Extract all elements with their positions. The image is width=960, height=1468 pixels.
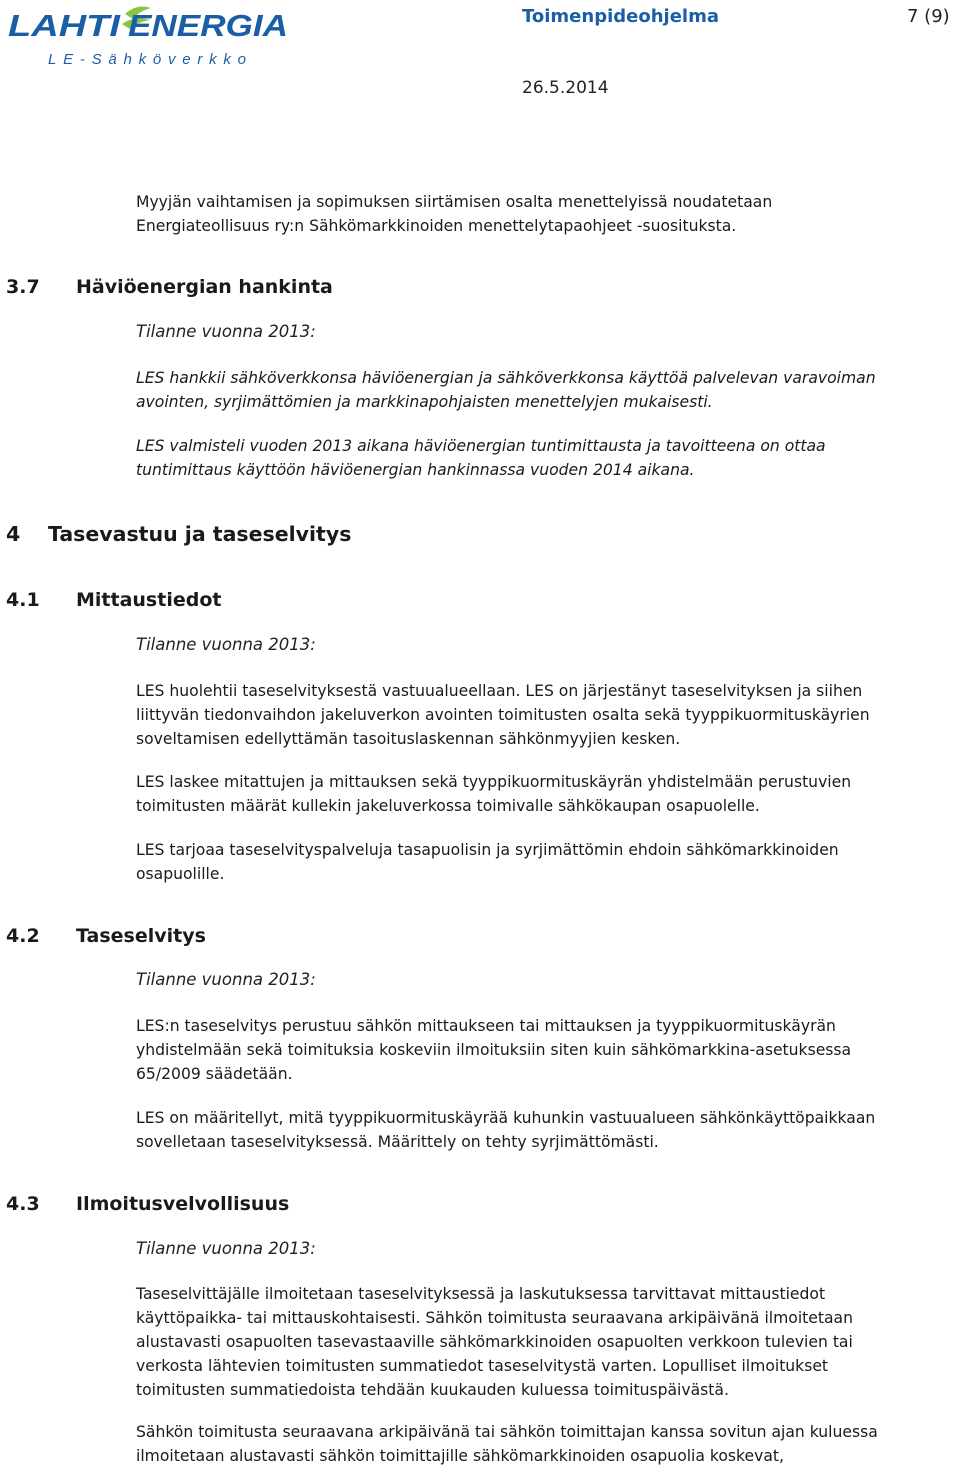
status-label: Tilanne vuonna 2013: — [136, 970, 316, 989]
section-4-2-number: 4.2 — [6, 925, 40, 947]
text-line: LES laskee mitattujen ja mittauksen sekä tyyppikuormituskäyrän yhdistelmään perustuvien — [136, 773, 852, 791]
section-4-1-paragraph-2 — [136, 770, 851, 818]
section-3-7-number: 3.7 — [6, 276, 40, 298]
intro-paragraph — [136, 190, 772, 238]
section-3-7-paragraph-1 — [136, 366, 876, 414]
text-line: 65/2009 säädetään. — [136, 1065, 293, 1083]
text-line: Taseselvittäjälle ilmoitetaan taseselvityksessä ja laskutuksessa tarvittavat mittaustiedot — [136, 1285, 826, 1303]
document-title: Toimenpideohjelma — [522, 6, 719, 27]
text-line: soveltamisen edellyttämän tasoituslaskennan sähkönmyyjien kesken. — [136, 730, 681, 748]
section-4-1-paragraph-1 — [136, 679, 870, 751]
text-line: liittyvän tiedonvaihdon jakeluverkon avointen toimitusten osalta sekä tyyppikuormituskäyrien — [136, 706, 870, 724]
section-4-3-paragraph-1 — [136, 1282, 853, 1402]
lahti-energia-logo — [4, 2, 304, 74]
section-4-number: 4 — [6, 522, 21, 546]
svg-text:LAHTI: LAHTI — [8, 8, 122, 43]
section-3-7-paragraph-2 — [136, 434, 826, 482]
status-label: Tilanne vuonna 2013: — [136, 1239, 316, 1258]
text-line: avointen, syrjimättömien ja markkinapohjaisten menettelyjen mukaisesti. — [136, 393, 713, 411]
text-line: LES:n taseselvitys perustuu sähkön mittaukseen tai mittauksen ja tyyppikuormituskäyrän — [136, 1017, 836, 1035]
section-4-1-heading: Mittaustiedot — [76, 589, 222, 611]
text-line: Sähkön toimitusta seuraavana arkipäivänä tai sähkön toimittajan kanssa sovitun ajan kuluessa — [136, 1423, 878, 1441]
section-4-3-number: 4.3 — [6, 1193, 40, 1215]
text-line: sovelletaan taseselvityksessä. Määrittely on tehty syrjimättömästi. — [136, 1133, 659, 1151]
text-line: käyttöpaikka- tai mittauskohtaisesti. Sähkön toimitusta seuraavana arkipäivänä ilmoitetaan — [136, 1309, 853, 1327]
status-label: Tilanne vuonna 2013: — [136, 635, 316, 654]
text-line: LES valmisteli vuoden 2013 aikana häviöenergian tuntimittausta ja tavoitteena on ottaa — [136, 437, 826, 455]
text-line: ilmoitetaan alustavasti sähkön toimittajille sähkömarkkinoiden osapuolia koskevat, — [136, 1447, 784, 1465]
text-line: Energiateollisuus ry:n Sähkömarkkinoiden menettelytapaohjeet -suosituksta. — [136, 217, 737, 235]
text-line: verkosta lähtevien toimitusten summatiedot taseselvitystä varten. Lopulliset ilmoitukset — [136, 1357, 829, 1375]
section-4-2-heading: Taseselvitys — [76, 925, 206, 947]
text-line: tuntimittaus käyttöön häviöenergian hankinnassa vuoden 2014 aikana. — [136, 461, 695, 479]
text-line: Myyjän vaihtamisen ja sopimuksen siirtämisen osalta menettelyissä noudatetaan — [136, 193, 773, 211]
document-date: 26.5.2014 — [522, 78, 609, 98]
section-3-7-heading: Häviöenergian hankinta — [76, 276, 333, 298]
section-4-2-paragraph-2 — [136, 1106, 875, 1154]
status-label: Tilanne vuonna 2013: — [136, 322, 316, 341]
text-line: LES hankkii sähköverkkonsa häviöenergian ja sähköverkkonsa käyttöä palvelevan varavoiman — [136, 369, 876, 387]
text-line: LES huolehtii taseselvityksestä vastuualueellaan. LES on järjestänyt taseselvityksen ja siihen — [136, 682, 863, 700]
text-line: yhdistelmään sekä toimituksia koskeviin ilmoituksiin siten kuin sähkömarkkina-asetuksessa — [136, 1041, 852, 1059]
svg-text:ENERGIA: ENERGIA — [128, 8, 288, 43]
text-line: osapuolille. — [136, 865, 225, 883]
text-line: toimitusten määrät kullekin jakeluverkossa toimivalle sähkökaupan osapuolelle. — [136, 797, 760, 815]
text-line: LES on määritellyt, mitä tyyppikuormituskäyrää kuhunkin vastuualueen sähkönkäyttöpaikkaan — [136, 1109, 876, 1127]
section-4-1-paragraph-3 — [136, 838, 839, 886]
text-line: toimitusten summatiedoista tehdään kuukauden kuluessa toimituspäivästä. — [136, 1381, 729, 1399]
section-4-1-number: 4.1 — [6, 589, 40, 611]
svg-text:LE-Sähköverkko: LE-Sähköverkko — [48, 51, 246, 68]
section-4-3-heading: Ilmoitusvelvollisuus — [76, 1193, 290, 1215]
section-4-2-paragraph-1 — [136, 1014, 851, 1086]
section-4-3-paragraph-2 — [136, 1420, 878, 1468]
section-4-heading: Tasevastuu ja taseselvitys — [48, 522, 352, 546]
text-line: LES tarjoaa taseselvityspalveluja tasapuolisin ja syrjimättömin ehdoin sähkömarkkinoiden — [136, 841, 839, 859]
text-line: alustavasti osapuolten tasevastaaville sähkömarkkinoiden osapuolten verkkoon tulevien tai — [136, 1333, 853, 1351]
page-number: 7 (9) — [907, 6, 950, 27]
